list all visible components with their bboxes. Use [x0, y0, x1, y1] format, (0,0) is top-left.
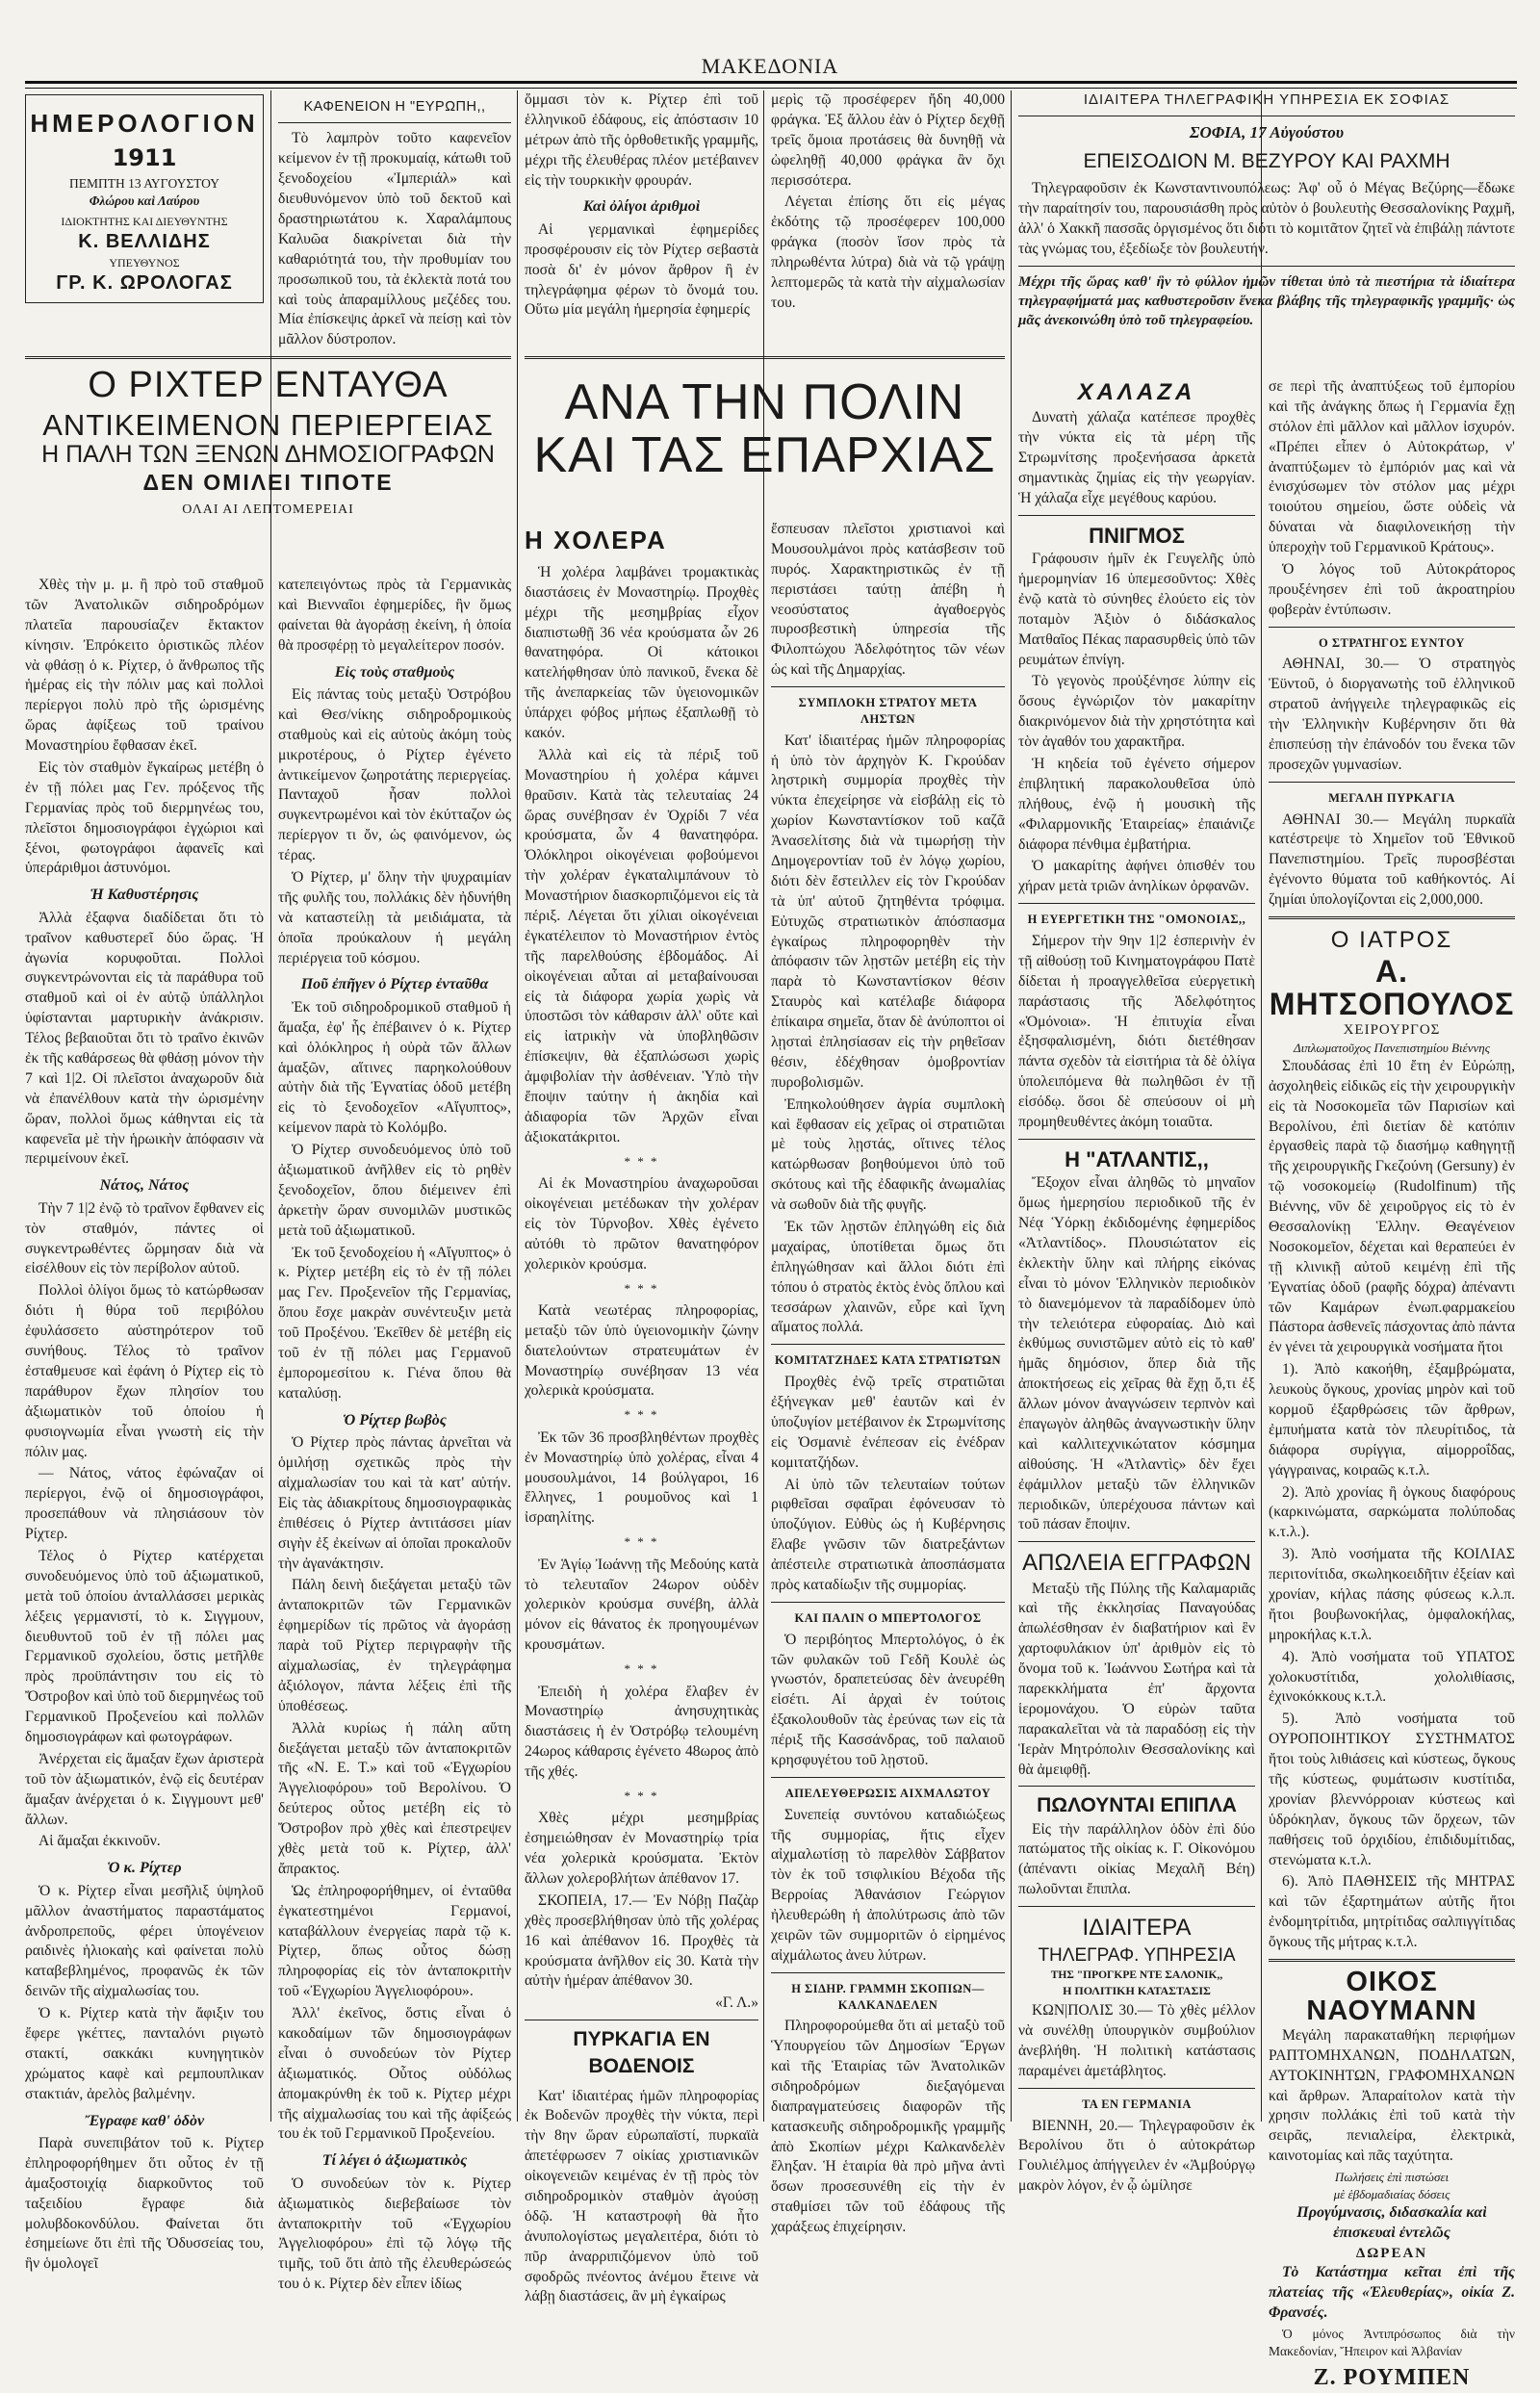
- divider: [1018, 515, 1255, 516]
- divider: [1269, 627, 1515, 628]
- paragraph: Ὁ Ρίχτερ, μ' ὅλην τὴν ψυχραιμίαν τῆς φυλῆς του, πολλάκις δὲν ἠδυνήθη νὰ καταστείλῃ τὰ μειδιάματα, τὰ ὁποῖα προύκαλουν ἡ μεγάλη περιέργεια τοῦ κόσμου.: [278, 869, 511, 966]
- paragraph: Ἐκ τῶν λῃστῶν ἐπληγώθη εἰς διὰ μαχαίρας, ὑποτίθεται ὅμως ὅτι ἐπληγώθησαν καὶ ἄλλοι διότι ἐπὶ τόπου ὁ στρατὸς ἐκτὸς ἑνὸς ὅπλου καὶ τεσσάρων χλαινῶν, εὗρε καὶ ἴχνη αἵματος πολλά.: [771, 1219, 1005, 1336]
- column-rule: [517, 90, 518, 2122]
- paragraph: Ἀλλὰ καὶ εἰς τὰ πέριξ τοῦ Μοναστηρίου ἡ χολέρα κάμνει θραῦσιν. Κατὰ τὰς τελευταίας 24 ὥρας συνέβησαν ἐν Ὀχρίδι 7 νέα κρούσματα, ὧν 4 θανατηφόρα. Ὁλόκληροι οἰκογένειαι φοβούμενοι τὴν χολέραν ἐγκαταλιμπάνουν τὸ Μοναστήριον διασκορπιζόμενοι εἰς τὰ πέριξ. Λέγεται ὅτι χίλιαι οἰκογένειαι ἐγκατέλειπον τὸ Μοναστήριον ἐντὸς τῆς παρελθούσης ἑβδομάδος. Αἱ οἰκογένειαι αὗται αἱ μεταβαίνουσαι εἰς τὰ διάφορα χωρία χωρὶς νὰ ὑποστῶσι τὸν κάθαρσιν ἀλλ' οὔτε καὶ εἰς ἰατρικὴν νὰ ὑποβληθῶσιν ἐπίσκεψιν, θὰ ἐξαπλώσωσι χωρὶς ἀμφιβολίαν τὴν ἀσθένειαν. Ὑπὸ τὴν ἔποψιν ταύτην ἡ ἀκηδία καὶ ἀδιαφορία τῶν Ἀρχῶν εἶναι ἀξιοκατάκριτοι.: [525, 746, 758, 1145]
- paragraph: ΒΙΕΝΝΗ, 20.— Τηλεγραφοῦσιν ἐκ Βερολίνου ὅτι ὁ αὐτοκράτωρ Γουλιέλμος ἀπήγγειλεν ἐν «Ἀμβούργῳ μακρὸν λόγον, ἐν ᾧ ὡμίλησε: [1018, 2117, 1255, 2195]
- paragraph: Κατὰ νεωτέρας πληροφορίας, μεταξὺ τῶν ὑπὸ ὑγειονομικὴν ζώνην διατελούντων στρατευμάτων ἐν Μοναστηρίῳ συνέβησαν 13 νέα χολερικὰ κρούσματα.: [525, 1301, 758, 1400]
- divider: [1018, 1786, 1255, 1787]
- divider: [1018, 1139, 1255, 1140]
- paragraph: κατεπειγόντως πρὸς τὰ Γερμανικὰς καὶ Βιενναῖοι ἐφημερίδες, ἣν ὅμως φαίνεται θὰ ἀγοράσῃ ἐκείνη, ἡ ὁποία θὰ προσφέρῃ τὸ μεγαλείτερον ποσόν.: [278, 577, 511, 654]
- richter-h3: Η ΠΑΛΗ ΤΩΝ ΞΕΝΩΝ ΔΗΜΟΣΙΟΓΡΑΦΩΝ: [41, 440, 495, 468]
- paragraph: Γράφουσιν ἡμῖν ἐκ Γευγελῆς ὑπὸ ἡμερομηνίαν 16 ὑπεμεσοῦντος: Χθὲς ἐνῷ κατὰ τὸ σύνηθες ἐλούετο εἰς τὸν ποταμὸν Ἀξιὸν ὁ διδάσκαλος Ματθαῖος Πέκας παρασυρθεὶς ὑπὸ τῶν ρευμάτων ἐπνίγη.: [1018, 551, 1255, 668]
- paragraph: Ὁ Ρίχτερ συνοδευόμενος ὑπὸ τοῦ ἀξιωματικοῦ ἀνῆλθεν εἰς τὸ ρηθὲν ξενοδοχεῖον, ὅπου διέμεινεν ἐπὶ ἀρκετὴν ὥραν συνομιλῶν μυστικῶς μετὰ τοῦ ἀξιωματικοῦ.: [278, 1142, 511, 1239]
- subhead: ΚΑΙ ΠΑΛΙΝ Ο ΜΠΕΡΤΟΛΟΓΟΣ: [794, 1610, 982, 1625]
- col5-body: [1018, 377, 1255, 2195]
- paragraph: Δυνατὴ χάλαζα κατέπεσε προχθὲς τὴν νύκτα εἰς τὰ μέρη τῆς Στρωμνίτσης προξενήσασα ἀρκετὰ σημαντικὰς ζημίας εἰς τὴν γεωργίαν. Ἡ χάλαζα εἶχε μεγέθους καρύου.: [1018, 409, 1255, 506]
- divider: [1018, 1541, 1255, 1542]
- paragraph: Προχθὲς ἐνῷ τρεῖς στρατιῶται ἐξήνεγκαν μεθ' ἑαυτῶν καὶ ἐν ὑποζυγίον μετέβαινον ἐκ Στρωμνίτσης εἰς Ὀσμανιὲ ἐνέπεσαν εἰς ἐνέδραν κομιτατζήδων.: [771, 1374, 1005, 1471]
- big-fire-title: ΜΕΓΑΛΗ ΠΥΡΚΑΓΙΑ: [1328, 790, 1455, 805]
- drown-title: ΠΝΙΓΜΟΣ: [1089, 523, 1185, 548]
- masthead: ΜΑΚΕΔΟΝΙΑ: [701, 54, 839, 78]
- doctor-diploma: Διπλωματοῦχος Πανεπιστημίου Βιέννης: [1293, 1041, 1491, 1056]
- shop-agent: Ὁ μόνος Ἀντιπρόσωπος διὰ τὴν Μακεδονίαν, Ἤπειρον καὶ Ἀλβανίαν: [1269, 2326, 1515, 2358]
- separator-stars: * * *: [624, 1153, 659, 1169]
- paragraph: Παρὰ συνεπιβάτον τοῦ κ. Ρίχτερ ἐπληροφορήθημεν ὅτι οὗτος ἐν τῇ ἀμαξοστοιχίᾳ διαρκοῦντος τοῦ ταξειδίου ἔγραφε διὰ μολυβδοκονδύλου. Φαίνεται ὅτι ἐσημείωνε ὅτι ἐπὶ τῆς Ὀδυσσείας του, ἣν ὁμολογεῖ: [25, 2134, 264, 2273]
- paragraph: Μεγάλη παρακαταθήκη περιφήμων ΡΑΠΤΟΜΗΧΑΝΩΝ, ΠΟΔΗΛΑΤΩΝ, ΑΥΤΟΚΙΝΗΤΩΝ, ΓΡΑΦΟΜΗΧΑΝΩΝ καὶ ἄρθρων. Ἀπαραίτολον κατὰ τὴν χρησιν πολλάκις ἐπὶ τοῦ κατὰ τὴν σειρᾶς, πενιαλείρα, ἐλεκτρικὰ, καινοτομίας καὶ πᾶς ταχύτητα.: [1269, 2026, 1515, 2165]
- paragraph: Κατ' ἰδιαιτέρας ἡμῶν πληροφορίας ἐκ Βοδενῶν προχθὲς τὴν νύκτα, περὶ τὴν 8ην ὥραν εὐρωπαϊστί, πυρκαϊὰ ἀπετέφρωσεν 7 οἰκίας χριστιανικῶν οἰκογενειῶν κειμένας ἐν τῇ πρὸς τὸν σιδηροδρομικὸν σταθμὸν ἀγούσῃ ὁδῷ. Ἡ καταστροφὴ θὰ ἦτο ἀνυπολογίστως μεγαλειτέρα, διότι τὸ πῦρ ἀναρριπιζόμενον ὑπὸ τοῦ σφοδρῶς πνέοντος ἀνέμου ἔτεινε νὰ λάβῃ διαστάσεις, ἂν μὴ ἐγκαίρως: [525, 2087, 758, 2305]
- richter-h1: Ο ΡΙΧΤΕΡ ΕΝΤΑΥΘΑ: [88, 365, 449, 405]
- paragraph: Ἐκ τοῦ ξενοδοχείου ἡ «Αἴγυπτος» ὁ κ. Ρίχτερ μετέβη εἰς τὸ ἐν τῇ πόλει μας Γεν. Προξενεῖον τῆς Γερμανίας, ὅπου ἔσχε μακρὰν συνέντευξιν μετὰ τοῦ Προξένου. Ἐκεῖθεν δὲ μετέβη εἰς τοῦ ἐν τῇ πόλει μας Γερμανοῦ ἐμπορομεσίτου κ. Γιένα ὅπου θὰ καταλύσῃ.: [278, 1244, 511, 1402]
- paragraph: Σπουδάσας ἐπὶ 10 ἔτη ἐν Εὐρώπῃ, ἀσχοληθεὶς εἰδικῶς εἰς τὴν χειρουργικὴν εἰς τὰ Νοσοκομεῖα τῶν Παρισίων καὶ Βερολίνου, ἐπὶ διετίαν δὲ κατόπιν ἐργασθεὶς παρὰ τῷ διασήμῳ καθηγητῇ τῆς χειρουργικῆς Γκεζούνη (Gersuny) ἐν τῷ νοσοκομείῳ (Rudolfinum) τῆς Βιέννης, νῦν δὲ χειροῦργος εἰς τὸ ἐν Θεσσαλονίκῃ Ἑλλην. Θεαγένειον Νοσοκομεῖον, δέχεται καὶ θεραπεύει ἐν τῇ κλινικῇ αὐτοῦ κειμένῃ ἐπὶ τῆς Ἐγνατίας ὁδοῦ (ραφῆς δόχρα) ἀπέναντι τῶν Καμάρων ἐνωπ.φαρμακείου Πάστορα ἀσθενεῖς πάσχοντας ἀπὸ πάντα ἐν γένει τὰ χειρουργικὰ νοσήματα ἤτοι: [1269, 1057, 1515, 1356]
- paragraph: Αἱ ἅμαξαι ἐκκινοῦν.: [38, 1833, 161, 1850]
- paragraph: Ὁ μακαρίτης ἀφήνει ὀπισθέν του χήραν μετὰ τριῶν ἀνηλίκων ὀρφανῶν.: [1018, 858, 1255, 895]
- subhead: Νάτος, Νάτος: [99, 1177, 190, 1195]
- doctor-service-item: 4). Ἀπὸ νοσήματα τοῦ ΥΠΑΤΟΣ χολοκυστίτιδα, χολολιθίασις, ἐχινοκόκκους κ.τ.λ.: [1269, 1648, 1515, 1706]
- cafe-ad: [278, 90, 511, 350]
- col4-top: [771, 90, 1005, 350]
- paragraph: Ἡ χολέρα λαμβάνει τρομακτικὰς διαστάσεις ἐν Μοναστηρίῳ. Προχθὲς μέχρι τῆς μεσημβρίας εἶχον διαπιστωθῇ 36 νέα κρούσματα ὧν 26 θανατηφόρα. Οἱ κάτοικοι κατελήφθησαν ὑπὸ πανικοῦ, ἕνεκα δὲ τῆς ἀνεπαρκείας τῶν ὑγειονομικῶν ὑπάρχει φόβος μήπως ἐξαπλωθῇ τὸ κακόν.: [525, 563, 758, 741]
- divider: [1018, 1906, 1255, 1907]
- telegraph-header: ΙΔΙΑΙΤΕΡΑ ΤΗΛΕΓΡΑΦΙΚΗ ΥΠΗΡΕΣΙΑ ΕΚ ΣΟΦΙΑΣ: [1083, 91, 1450, 108]
- richter-h4: ΔΕΝ ΟΜΙΛΕΙ ΤΙΠΟΤΕ: [142, 470, 394, 496]
- sale-title: ΠΩΛΟΥΝΤΑΙ ΕΠΙΠΛΑ: [1037, 1794, 1237, 1817]
- paragraph: Ὁ λόγος τοῦ Αὐτοκράτορος προυξένησεν ἐπὶ τοῦ ἀκροατηρίου φοβερὰν ἐντύπωσιν.: [1269, 561, 1515, 618]
- col4-body: [771, 520, 1005, 2236]
- paragraph: Εἰς τὸν σταθμὸν ἔγκαίρως μετέβη ὁ ἐν τῇ πόλει μας Γεν. πρόξενος τῆς Γερμανίας πρὸς τοῦ διερμηνέως του, πλεῖστοι δημοσιογράφοι ἐγχώριοι καὶ ξένοι, φωτογράφοι ἀφανεῖς καὶ ὑπεράριθμοι ἀστυνόμοι.: [25, 759, 264, 877]
- col4-top-text1: μερὶς τῷ προσέφερεν ἤδη 40,000 φράγκα. Ἐξ ἄλλου ἐὰν ὁ Ρίχτερ δεχθῇ τρεῖς ὅμοια προτάσεις θὰ δυνηθῇ νὰ ὠφεληθῇ 40,000 φράγκα ἂν ὄχι περισσότερα.: [771, 91, 1005, 189]
- paragraph: σε περὶ τῆς ἀναπτύξεως τοῦ ἐμπορίου καὶ τῆς ἀνάγκης ὅπως ἡ Γερμανία ἔχῃ στόλον ἐπὶ μᾶλλον καὶ μᾶλλον ἰσχυρόν. «Πρέπει εἶπεν ὁ Αὐτοκράτωρ, ν' ἀναπτύξωμεν τὸ ἐμπόριόν μας καὶ νὰ ἐνισχύσωμεν τὸν στόλον μας μέχρι τοιούτου σημείου, ὥστε οὐδεὶς νὰ δύναται νὰ διαφιλονεικήσῃ τὴν ὑπεροχὴν τοῦ Γερμανικοῦ Κράτους».: [1269, 378, 1515, 556]
- subhead: Ἡ Καθυστέρησις: [90, 887, 199, 904]
- divider: [771, 1344, 1005, 1345]
- divider: [771, 1777, 1005, 1778]
- paragraph: Ἔξοχον εἶναι ἀληθῶς τὸ μηναῖον ὅμως ἡμερησίου περιοδικοῦ τῆς ἐν Νέᾳ Ὑόρκῃ ἐκδιδομένης ἐφημερίδος «Ἀτλαντίδος». Πλουσιώτατον εἰς ἐκλεκτὴν ὕλην καὶ πλήρης εἰκόνας εἶναι τὸ μόνον Ἑλληνικὸν περιοδικὸν τὸ διανεμόμενον τὰ παραδίδομεν ὑπὸ τὴν τελειότερα εὐφοραίας. Διὸ καὶ ἐκθύμως συνιστῶμεν αὐτὸ εἰς τὸ καθ' ἡμᾶς δημόσιον, ὅπερ διὰ τῆς ἀποκτήσεως εἰς χεῖρας θὰ ἔχῃ ὅ,τι ἐξ ἄλλων μόνον ἀναγνώσειν τερπνὸν καὶ ἐπαγωγὸν ἀληθῶς ἀναγνωστικὴν ὕλην καὶ καλλιτεχνικώτατον κόσμημα αἰθούσης. Ἡ «Ἀτλαντὶς» δὲν ἔχει ἐφάμιλλον μεταξὺ τῶν ἑλληνικῶν περιοδικῶν, ὑπερέχουσα πάντων καὶ τοῦ πάσαν ἔποψιν.: [1018, 1174, 1255, 1533]
- responsible-label: ΥΠΕΥΘΥΝΟΣ: [109, 256, 180, 270]
- divider: [771, 1602, 1005, 1603]
- paragraph: ΑΘΗΝΑΙ, 30.— Ὁ στρατηγὸς Ἐϋντοῦ, ὁ διοργανωτὴς τοῦ ἑλληνικοῦ στρατοῦ ἀνήγγειλε τηλεγραφικῶς εἰς τὴν Ἑλληνικὴν Κυβέρνησιν ὅτι θὰ ἐπισπεύσῃ τὴν ἐπάνοδόν του ἕνεκα τῶν προσεχῶν γυμνασίων.: [1269, 656, 1515, 773]
- subhead: Η ΣΙΔΗΡ. ΓΡΑΜΜΗ ΣΚΟΠΙΩΝ—ΚΑΛΚΑΝΔΕΛΕΝ: [791, 1981, 985, 2012]
- responsible-name: ΓΡ. Κ. ΩΡΟΛΟΓΑΣ: [56, 272, 233, 295]
- col4-top-text2: Λέγεται ἐπίσης ὅτι εἰς μέγας ἐκδότης τῷ προσέφερεν 100,000 φράγκα (ποσὸν ἴσον πρὸς τὰ πληρωθέντα λύτρα) διὰ νὰ τῷ γράψῃ λεπτομερῶς τὰ κατὰ τὴν αἰχμαλωσίαν του.: [771, 193, 1005, 311]
- doctor-label: Ο ΙΑΤΡΟΣ: [1330, 926, 1453, 953]
- col3-numbers-text: Αἱ γερμανικαὶ ἐφημερίδες προσφέρουσιν εἰς τὸν Ρίχτερ σεβαστὰ ποσὰ δι' ἐν μόνον ἄρθρον ἢ ἐν τηλεγράφημα φέρων τὸ ὄνομά του. Οὕτω μία μεγάλη ἡμερησία ἐφημερίς: [525, 220, 758, 319]
- divider: [1018, 266, 1515, 267]
- paragraph: Ὡς ἐπληροφορήθημεν, οἱ ἐνταῦθα ἐγκατεστημένοι Γερμανοί, καταβάλλουν ἐνεργείας παρὰ τῷ κ. Ρίχτερ, ὅπως οὗτος δώσῃ πληροφορίας εἰς τὸν ἀνταποκριτὴν τοῦ «Ἐγχωρίου Ἀγγελιοφόρου».: [278, 1882, 511, 2000]
- sofia-date: ΣΟΦΙΑ, 17 Αὐγούστου: [1189, 123, 1345, 142]
- germany-title: ΤΑ ΕΝ ΓΕΡΜΑΝΙΑ: [1082, 2097, 1192, 2111]
- col3-body: [525, 520, 758, 2305]
- paragraph: Σήμερον τὴν 9ην 1|2 ἑσπερινὴν ἐν τῇ αἰθούσῃ τοῦ Κινηματογράφου Πατὲ δίδεται ἡ προαγγελθεῖσα εὐεργετικὴ παράστασις τῆς Ἀδελφότητος «Ὁμόνοια». Ἡ ἐπιτυχία εἶναι ἐξησφαλισμένη, διότι διετέθησαν πάντα σχεδὸν τὰ εἰσιτήρια τὰ δὲ ὀλίγα ὑπολειπόμενα θὰ πωληθῶσι ἐν τῇ εἰσόδῳ. ὅσοι δὲ σπεύσουν οἱ μὴ προμηθευθέντες ἀκόμη τοιαῦτα.: [1018, 932, 1255, 1130]
- subhead: ΣΥΜΠΛΟΚΗ ΣΤΡΑΤΟΥ ΜΕΤΑ ΛΗΣΤΩΝ: [798, 696, 978, 726]
- doctor-name: Α. ΜΗΤΣΟΠΟΥΛΟΣ: [1269, 954, 1515, 1021]
- calendar-title: ΗΜΕΡΟΛΟΓΙΟΝ: [30, 109, 259, 138]
- paragraph: Κατ' ἰδιαιτέρας ἡμῶν πληροφορίας ἡ ὑπὸ τὸν ἀρχηγὸν Κ. Γκρούδαν ληστρικὴ συμμορία προχθὲς τὴν νύκτα ἐπεχείρησε νὰ εἰσβάλῃ εἰς τὸ χωρίον Κωνσταντίσκον τοῦ καζᾶ Ἀνασελίτσης διὰ νὰ τιμωρήσῃ τὴν Δημογεροντίαν τοῦ ἐν λόγῳ χωρίου, διότι δὲν ἔστειλλεν εἰς τὸν Γκρούδαν τὰ ὑπ' αὐτοῦ ζητηθέντα τρόφιμα. Εὐτυχῶς στρατιωτικὸν ἀπόσπασμα ἐγκαίρως πληροφορηθὲν τὴν ἀπόφασιν τῶν λῃστῶν μετέβη εἰς τὴν παρὰ τὸ Κωνσταντίσκον θέσιν Σταυρὸς καὶ κατέλαβε διάφορα ἐπίκαιρα σημεῖα, ὅταν δὲ ἀνύποπτοι οἱ λῃσταὶ ἐπλησίασαν εἰς τὴν ρηθεῖσαν θέσιν, ἐδέχθησαν ὁμοβροντίαν πυροβολισμῶν.: [771, 732, 1005, 1091]
- separator-stars: * * *: [624, 1407, 659, 1423]
- paragraph: Εἰς πάντας τοὺς μεταξὺ Ὀστρόβου καὶ Θεσ/νίκης σιδηροδρομικοὺς σταθμοὺς καὶ εἰς αὐτοὺς ἀκόμη τοὺς μικροτέρους, ὁ Ρίχτερ ἐγένετο ἀντικείμενον ζωηροτάτης περιεργείας. Πανταχοῦ ἦσαν πολλοὶ συγκεντρωμένοι καὶ τὸν ἐκύτταζον ὡς περίεργον τι ὄν, ὡς φαινόμενον, ὡς τέρας.: [278, 686, 511, 864]
- shop-free: ΔΩΡΕΑΝ: [1355, 2245, 1428, 2261]
- subhead: Τί λέγει ὁ ἀξιωματικὸς: [321, 2152, 468, 2170]
- sofia-headline: ΕΠΕΙΣΟΔΙΟΝ Μ. ΒΕΖΥΡΟΥ ΚΑΙ ΡΑΧΜΗ: [1083, 149, 1450, 172]
- shop-credit2: μὲ ἑβδομαδιαίας δόσεις: [1333, 2186, 1450, 2201]
- paragraph: ΣΚΟΠΕΙΑ, 17.— Ἐν Νόβῃ Παζὰρ χθὲς προσεβλήθησαν ὑπὸ τῆς χολέρας 16 καὶ ἀπέθανον 16. Προχθὲς τὰ κρούσματα ἀνῆλθον εἰς 30. Κατὰ τὴν αὐτὴν ἡμέραν ἀπέθανον 30.: [525, 1891, 758, 1990]
- paragraph: Πολλοὶ ὀλίγοι ὅμως τὸ κατώρθωσαν διότι ἡ θύρα τοῦ περιβόλου ἐφυλάσσετο αὐστηρότερον τοῦ συνήθους. Τέλος τὸ τραῖνον ἐσταθμευσε καὶ ἐφάνη ὁ Ρίχτερ εἰς τὸ παράθυρον ἔχων πλησίον του ἀξιωματικὸν τοῦ ὁποίου ἡ φυσιογνωμία εἶναι γνωστὴ εἰς τὴν πόλιν μας.: [25, 1282, 264, 1460]
- separator-stars: * * *: [624, 1788, 659, 1803]
- subhead: Ὁ Ρίχτερ βωβὸς: [343, 1411, 447, 1428]
- shop-agent-name: Ζ. ΡΟΥΜΠΕΝ: [1313, 2364, 1471, 2390]
- paragraph: Συνεπείᾳ συντόνου καταδιώξεως τῆς συμμορίας, ἥτις εἶχεν αἰχμαλωτίσῃ τὸ παρελθὸν Σάββατον τὸν ἐκ τοῦ τσιφλικίου Βέχοδα τῆς Βερροίας Ἀθανάσιον Γεώργιον ἠλευθερώθη ἡ ἀπολύτρωσις ἀπὸ τῶν χειρῶν τῶν συμμοριτῶν ὁ εἰρημένος αἰχμάλωτος ἀνευ λύτρων.: [771, 1806, 1005, 1964]
- fire-title: ΠΥΡΚΑΓΙΑ ΕΝ ΒΟΔΕΝΟΙΣ: [573, 2028, 710, 2078]
- paragraph: Ἀλλὰ κυρίως ἡ πάλη αὕτη διεξάγεται μεταξὺ τῶν ἀνταποκριτῶν τῆς «Ν. Ε. Τ.» καὶ τοῦ «Ἐγχωρίου Ἀγγελιοφόρου» τοῦ Βερολίνου. Ὁ δεύτερος οὗτος μετέβη εἰς τὸ Ὄστροβον πρὸ χθὲς καὶ ἐπεστρεψεν χθὲς μετὰ τοῦ κ. Ρίχτερ, ἀλλ' ἄπρακτος.: [278, 1719, 511, 1877]
- separator-stars: * * *: [624, 1280, 659, 1296]
- paragraph: Ἐπειδὴ ἡ χολέρα ἔλαβεν ἐν Μοναστηρίῳ ἀνησυχητικὰς διαστάσεις ἡ ἐν Ὀστρόβῳ τελουμένη 24ωρος κάθαρσις ἐγένετο 48ωρος ἀπὸ τῆς χθές.: [525, 1683, 758, 1781]
- subhead: Εἰς τοὺς σταθμοὺς: [334, 663, 455, 681]
- cafe-title: ΚΑΦΕΝΕΙΟΝ Η "ΕΥΡΩΠΗ,,: [303, 99, 486, 115]
- shop-name: ΟΙΚΟΣ ΝΑΟΥΜΑΝΝ: [1306, 1967, 1477, 2027]
- loss-title: ΑΠΩΛΕΙΑ ΕΓΓΡΑΦΩΝ: [1022, 1550, 1251, 1577]
- owner-label: ΙΔΙΟΚΤΗΤΗΣ ΚΑΙ ΔΙΕΥΘΥΝΤΗΣ: [61, 215, 228, 229]
- divider: [1269, 1959, 1515, 1962]
- divider: [1018, 2088, 1255, 2089]
- doctor-service-item: 2). Ἀπὸ χρονίας ἢ ὀγκους διαφόρους (καρκινώματα, σαρκώματα πολύποδας κ.τ.λ.).: [1269, 1483, 1515, 1541]
- separator-stars: * * *: [624, 1661, 659, 1677]
- paragraph: Ὁ συνοδεύων τὸν κ. Ρίχτερ ἀξιωματικὸς διεβεβαίωσε τὸν ἀνταποκριτὴν τοῦ «Ἐγχωρίου Ἀγγελιοφόρου» ἐπὶ τῷ λόγῳ τῆς τιμῆς, τοῦ ὅτι ἀπὸ τῆς ἐλευθερώσεώς του ὁ κ. Ρίχτερ δὲν εἶπεν ἰδίως: [278, 2174, 511, 2293]
- signature: «Γ. Λ.»: [715, 1994, 758, 2012]
- divider: [771, 686, 1005, 687]
- sofia-telegraph: [1018, 90, 1515, 360]
- doctor-service-item: 3). Ἀπὸ νοσήματα τῆς ΚΟΙΛΙΑΣ περιτονίτιδα, σκωληκοειδῆτιν ἐξείαν καὶ χρονίαν, κήλας πάσης φύσεως κ.λ.π. ἤτοι βουβωνοκήλας, ὀμφαλοκήλας, μηροκήλας κ.τ.λ.: [1269, 1546, 1515, 1643]
- calendar-saints: Φλώρου καὶ Λαύρου: [89, 193, 200, 209]
- paragraph: — Νάτος, νάτος ἐφώναζαν οἱ περίεργοι, ἐνῷ οἱ δημοσιογράφοι, προσεπάθουν νὰ πλησιάσουν τὸν Ρίχτερ.: [25, 1465, 264, 1543]
- subhead-numbers: Καὶ ὀλίγοι ἀριθμοὶ: [582, 198, 701, 216]
- subhead: ΑΠΕΛΕΥΘΕΡΩΣΙΣ ΑΙΧΜΑΛΩΤΟΥ: [784, 1786, 991, 1800]
- paragraph: Ἐκ τοῦ σιδηροδρομικοῦ σταθμοῦ ἡ ἅμαξα, ἐφ' ἧς ἐπέβαινεν ὁ κ. Ρίχτερ καὶ ὁλόκληρος ἡ οὐρὰ τῶν ἄλλων ἁμαξῶν, αἵτινες παρηκολούθουν αὐτὴν διὰ τῆς Ἐγνατίας ὁδοῦ μετέβη εἰς τὸ ξενοδοχεῖον «Αἴγυπτος», κείμενον παρὰ τὸ Κολόμβο.: [278, 998, 511, 1137]
- paragraph: Ἡ κηδεία τοῦ ἐγένετο σήμερον ἐπιβλητική παρακολουθεῖσα ὑπὸ πλήθους, ἐνῷ ἡ μουσικὴ τῆς «Φιλαρμονικῆς Ἑταιρείας» ἐπαιάνιζε διάφορα πένθιμα ἐμβατήρια.: [1018, 755, 1255, 853]
- divider: [25, 356, 511, 359]
- doctor-service-item: 1). Ἀπὸ κακοήθη, ἐξαμβρώματα, λευκοὺς ὄγκους, χρονίας μηρὸν καὶ τοῦ κορμοῦ ἐξαρθρώσεις τῶν ἄρθρων, ἐμπυήματα κατὰ τὸν πλευρίτιδος, τὰ διάφορα συρίγγια, αἱμορροΐδας, γάγγραινας, κοιραῶς κ.τ.λ.: [1269, 1361, 1515, 1479]
- telegraph2-b: ΤΗΛΕΓΡΑΦ. ΥΠΗΡΕΣΙΑ: [1038, 1945, 1236, 1967]
- column-rule: [1261, 90, 1262, 2122]
- richter-headline: [25, 350, 511, 581]
- divider: [1018, 903, 1255, 904]
- telegraph2-a: ΙΔΙΑΙΤΕΡΑ: [1082, 1915, 1192, 1942]
- paragraph: Χθὲς μέχρι μεσημβρίας ἐσημειώθησαν ἐν Μοναστηρίῳ τρία νέα χολερικὰ κρούσματα. Ἐκτὸν ἄλλων χολεροβλήτων ἀπέθανον 17.: [525, 1810, 758, 1888]
- paragraph: Χθὲς τὴν μ. μ. ἢ πρὸ τοῦ σταθμοῦ τῶν Ἀνατολικῶν σιδηροδρόμων πλατεῖα παρουσίαζεν ἔκτακτον κίνησιν. Ἐπρόκειτο ὁριστικῶς πλέον νὰ φθάσῃ ὁ κ. Ρίχτερ, ὁ ἄνθρωπος τῆς ἡμέρας εἰς τὴν πόλιν μας καὶ πολλοὶ περίεργοι πολὺ πρὸ τῆς ὡρισμένης ὥρας ἀφίξεως τοῦ τραίνου Μοναστηρίου ἔφθασαν ἐκεῖ.: [25, 577, 264, 755]
- telegraph2-d: Η ΠΟΛΙΤΙΚΗ ΚΑΤΑΣΤΑΣΙΣ: [1063, 1984, 1211, 1998]
- cafe-text: Τὸ λαμπρὸν τοῦτο καφενεῖον κείμενον ἐν τῇ προκυμαίᾳ, κάτωθι τοῦ ξενοδοχείου «Ἰμπεριάλ» καὶ διευθυνόμενον ὑπὸ τοῦ δεκτοῦ καὶ δραστηριωτάτου κ. Χαραλάμπους Καλυῶα διακρίνεται διὰ τὴν καθαριότητά του, τὴν προθυμίαν του προσωπικοῦ του, τὰ ἐκλεκτὰ ποτά του καὶ τοὺς ἀπαραμίλλους μεζέδες του. Μία ἐπίσκεψις ἀρκεῖ νὰ πείσῃ καὶ τὸν μᾶλλον δύστροπον.: [278, 130, 511, 348]
- doctor-title: ΧΕΙΡΟΥΡΓΟΣ: [1343, 1022, 1441, 1039]
- paragraph: Εἰς τὴν παράλληλον ὁδὸν ἐπὶ δύο πατώματος τῆς οἰκίας κ. Γ. Οἰκονόμου (ἀπέναντι οἰκίας Μεχαλῆ Βέη) πωλοῦνται ἔπιπλα.: [1018, 1820, 1255, 1898]
- calendar-date: ΠΕΜΠΤΗ 13 ΑΥΓΟΥΣΤΟΥ: [68, 175, 219, 191]
- paragraph: Ἐν Ἁγίῳ Ἰωάννῃ τῆς Μεδούης κατὰ τὸ τελευταῖον 24ωρον οὐδὲν χολερικὸν κρούσμα συνέβη, ἀλλὰ μόνον εἰς θάνατος ἐκ προηγουμένων κρουσμάτων.: [525, 1556, 758, 1654]
- col3-top: [525, 90, 758, 350]
- paragraph: Ὁ κ. Ρίχτερ εἶναι μεσῆλιξ ὑψηλοῦ μᾶλλον ἀναστήματος παραστάματος ἀνδροπρεποῦς, φέρει ὑπογένειον ραιδινὲς ἡλιοκαὴς καὶ φαίνεται πολὺ καταβεβλημένος, προφανῶς ἐκ τῶν δεινῶν τῆς αἰχμαλωσίας του.: [25, 1882, 264, 2000]
- city-title: ΑΝΑ ΤΗΝ ΠΟΛΙΝ ΚΑΙ ΤΑΣ ΕΠΑΡΧΙΑΣ: [533, 374, 996, 483]
- col3-top-text: ὅμμασι τὸν κ. Ρίχτερ ἐπὶ τοῦ ἑλληνικοῦ ἐδάφους, εἰς ἀπόστασιν 10 μέτρων ἀπὸ τῆς ὀρθοθετικῆς γραμμῆς, μέχρι τῆς ἐλευθέρας πλέον μετέβαινεν εἰς τὴν τουρκικὴν φρουράν.: [525, 91, 758, 189]
- divider: [1269, 782, 1515, 783]
- paragraph: Ὁ κ. Ρίχτερ κατὰ τὴν ἄφιξιν του ἔφερε γκέττες, πανταλόνι ριγωτὸ στακτί, σακκάκι κυνηγητικὸν χρώματος καφὲ καὶ ρεμπουπλικαν στακτιάν, ἀρελὸς βαλμένην.: [25, 2005, 264, 2102]
- doctor-services-list: [1269, 1360, 1515, 1953]
- richter-h2: ΑΝΤΙΚΕΙΜΕΝΟΝ ΠΕΡΙΕΡΓΕΙΑΣ: [42, 407, 494, 442]
- general-title: Ο ΣΤΡΑΤΗΓΟΣ ΕΥΝΤΟΥ: [1319, 635, 1465, 650]
- paragraph: Τὸ γεγονὸς προὐξένησε λύπην εἰς ὅσους ἐγνώριζον τὸν μακαρίτην διακρινόμενον διὰ τὴν χρηστότητα καὶ τὸν ἀγαθόν του χαρακτῆρα.: [1018, 673, 1255, 751]
- benefit-title: Η ΕΥΕΡΓΕΤΙΚΗ ΤΗΣ "ΟΜΟΝΟΙΑΣ,,: [1027, 913, 1246, 927]
- paragraph: ΚΩΝ|ΠΟΛΙΣ 30.— Τὸ χθὲς μέλλον νὰ συνέλθῃ ὑπουργικὸν συμβούλιον ἀνεβλήθη. Ἡ πολιτικὴ κατάστασις παραμένει ἀμετάβλητος.: [1018, 2002, 1255, 2079]
- divider: [278, 122, 511, 123]
- doctor-service-item: 5). Ἀπὸ νοσήματα τοῦ ΟΥΡΟΠΟΙΗΤΙΚΟΥ ΣΥΣΤΗΜΑΤΟΣ ἤτοι τοὺς λιθιάσεις καὶ κύστεως, ὄγκους τῆς κύστεως, φυμάτωσιν κυστίτιδα, χρονίαν βλεννόρροιαν κύστεως καὶ ὑδρόκηλαν, ὄγκους τῶν ὄρχεων, τῶν παθήσεις τοῦ ὀρχιδίου, ἐπιδιδυμίτιδας, στενώματα κ.τ.λ.: [1269, 1711, 1515, 1868]
- paragraph: Τηλεγραφοῦσιν ἐκ Κωνσταντινουπόλεως: Ἀφ' οὗ ὁ Μέγας Βεζύρης—ἔδωκε τὴν παραίτησίν του, παρουσιάσθη πρὸς αὐτὸν ὁ βουλευτὴς Θεσσαλονίκης Ραχμῆ, ἀλλ' ὁ Χακκῆ πασσᾶς ὀργισμένος ὅτι διότι τὸ κομιτᾶτον ζητεῖ νὰ ἐπιβάλῃ πάντοτε τὰς γνώμας του, ἐξεδίωξε τὸν βουλευτήν.: [1018, 179, 1515, 257]
- paragraph: Πάλη δεινὴ διεξάγεται μεταξὺ τῶν ἀνταποκριτῶν τῶν Γερμανικῶν ἐφημερίδων τίς πρῶτος νὰ ἀγοράσῃ παρὰ τοῦ Ρίχτερ περιγραφὴν τῆς αἰχμαλωσίας, ἐν τηλεγράφημα ἀξιόλογον, πάντα λέξεις ἐπὶ τῆς ὑποθέσεως.: [278, 1577, 511, 1714]
- city-headline: [525, 350, 1005, 514]
- paragraph: Ἀλλ' ἐκεῖνος, ὅστις εἶναι ὁ κακοδαίμων τῶν δημοσιογράφων εἶναι ὁ συνοδεύων τὸν Ρίχτερ ἀξιωματικός. Οὗτος οὐδόλως ἀπομακρύνθη ἐκ τοῦ κ. Ρίχτερ μέχρι τῆς αἰχμαλωσίας του καὶ τῆς ἀφίξεώς του ἐκ τοῦ Γερμανικοῦ Προξενείου.: [278, 2005, 511, 2143]
- divider: [1269, 916, 1515, 919]
- shop-lessons: Προγύμνασις, διδασκαλία καὶ ἐπισκευαὶ ἐντελῶς: [1296, 2203, 1487, 2242]
- subhead: ΚΟΜΙΤΑΤΖΗΔΕΣ ΚΑΤΑ ΣΤΡΑΤΙΩΤΩΝ: [775, 1353, 1001, 1368]
- paragraph: Αἱ ὑπὸ τῶν τελευταίων τούτων ριφθεῖσαι σφαῖραι ἐφόνευσαν τὸ ὑποζύγιον. Εὐθὺς ὡς ἡ Κυβέρνησις ἔλαβε γνῶσιν τῶν διατρεξάντων ἀπέστειλε στρατιωτικὰ ἀποσπάσματα πρὸς καταδίωξιν τῆς συμμορίας.: [771, 1476, 1005, 1593]
- doctor-service-item: 6). Ἀπὸ ΠΑΘΗΣΕΙΣ τῆς ΜΗΤΡΑΣ καὶ τῶν ἐξαρτημάτων αὐτῆς ἤτοι ἐνδομητρίτιδα, μητρίτιδας σαλπιγγίτιδας ὄγκους τῆς μήτρας κ.τ.λ.: [1269, 1873, 1515, 1951]
- paragraph: Μεταξὺ τῆς Πύλης τῆς Καλαμαριᾶς καὶ τῆς ἐκκλησίας Παναγούδας ἀπωλέσθησαν ἐν διαβατήριον καὶ ἓν χαρτοφυλάκιον ὑπ' ἀριθμὸν εἰς τὸ ὄνομα τοῦ κ. Ἰωάννου Σωτήρα καὶ τὰ παρεκκλήματα ἐπ' ἄρχοντα ἱερομονάχου. Ὁ εὑρὼν ταῦτα παρακαλεῖται νὰ τὰ παραδόσῃ εἰς τὴν Ἱερὰν Μητρόπολιν Θεσσαλονίκης καὶ θὰ ἀμειφθῇ.: [1018, 1580, 1255, 1778]
- paragraph: Ἐκ τῶν 36 προσβληθέντων προχθὲς ἐν Μοναστηρίῳ ὑπὸ χολέρας, εἶναι 4 μουσουλμάνοι, 14 βούλγαροι, 16 ἕλληνες, 1 ρουμοῦνος καὶ 1 ἰσραηλίτης.: [525, 1428, 758, 1527]
- paragraph: Ἀλλὰ ἐξαφνα διαδίδεται ὅτι τὸ τραῖνον καθυστερεῖ δύο ὥρας. Ἡ ἀγωνία κορυφοῦται. Πολλοὶ συγκεντρώνονται εἰς τὰ παράθυρα τοῦ σταθμοῦ καὶ οἱ ἐν αὐτῷ ὑπάλληλοι ὑφίστανται μαρτυρικὴν ἀνάκρισιν. Τέλος βεβαιοῦται ὅτι τὸ τραῖνο ἐκινῶν ἐκ τῆς καθάρσεως θὰ φθάσῃ μόνον τὴν 7 καὶ 1|2. Οἱ πλεῖστοι ἀναχωροῦν διὰ νὰ ἐπανέλθουν κατὰ τὴν ὡρισμένην ὥραν, πολλοὶ ὅμως κάθηνται εἰς τὰ καφενεῖα μὲ τὴν ἡρωικὴν ἀπόφασιν νὰ περιμείνουν ἐκεῖ.: [25, 909, 264, 1168]
- notice: Μέχρι τῆς ὥρας καθ' ἣν τὸ φύλλον ἡμῶν τίθεται ὑπὸ τὰ πιεστήρια τὰ ἰδιαίτερα τηλεγραφήματά μας καθυστεροῦσιν ἕνεκα βλάβης τῆς τηλεγραφικῆς γραμμῆς· ὡς μᾶς ἀνεκοινώθη ὑπὸ τοῦ τηλεγραφείου.: [1018, 273, 1515, 328]
- cholera-title: Η ΧΟΛΕΡΑ: [525, 526, 667, 554]
- shop-credit: Πωλήσεις ἐπὶ πιστώσει: [1334, 2170, 1450, 2185]
- paragraph: Ἐπηκολούθησεν ἀγρία συμπλοκὴ καὶ ἔφθασαν εἰς χεῖρας οἱ στρατιῶται μὲ τοὺς λῃστάς, οἵτινες τέλος κατώρθωσαν βοηθούμενοι ὑπὸ τοῦ σκότους καὶ τῆς ἐδαφικῆς ἀνωμαλίας νὰ σωθοῦν διὰ τῆς φυγῆς.: [771, 1095, 1005, 1214]
- atlantis-title: Η "ΑΤΛΑΝΤΙΣ,,: [1065, 1146, 1209, 1171]
- calendar-year: 1911: [112, 143, 177, 171]
- hail-title: ΧΑΛΑΖΑ: [1077, 379, 1196, 405]
- paragraph: Τὴν 7 1|2 ἐνῷ τὸ τραῖνον ἔφθανεν εἰς τὸν σταθμόν, πάντες οἱ συγκεντρωθέντες ὥρμησαν διὰ νὰ εἰσέλθουν εἰς τὸν περίβολον αὐτοῦ.: [25, 1199, 264, 1277]
- paragraph: Τέλος ὁ Ρίχτερ κατέρχεται συνοδευόμενος ὑπὸ τοῦ ἀξιωματικοῦ, μετὰ τοῦ ὁποίου ἀνταλλάσσει μερικὰς λέξεις γερμανιστί, τὸ κ. Σιγγμουν, διευθυντοῦ τοῦ ἐν τῇ πόλει μας Γερμανικοῦ σχολείου, ὅστις μετῆλθε πρὸς προϋπάντησιν του εἰς τὸ Ὄστροβον καὶ ὑπὸ τοῦ διερμηνέως τοῦ Γερμανικοῦ Προξενείου καὶ πολλῶν δημοσιογράφων καὶ φωτογράφων.: [25, 1547, 264, 1745]
- col6-body: [1269, 377, 1515, 2390]
- subhead: Ποῦ ἐπῆγεν ὁ Ρίχτερ ἐνταῦθα: [300, 976, 489, 993]
- paragraph: ἔσπευσαν πλεῖστοι χριστιανοὶ καὶ Μουσουλμάνοι πρὸς κατάσβεσιν τοῦ πυρός. Χαρακτηριστικῶς ἐν τῇ περιστάσει ταύτῃ ἀπέβη ἡ νεοσύστατος ἀγαθοεργὸς πυροσβεστικὴ ὑπηρεσία τῆς Φιλοπτώχου Ἀδελφότητος τῶν νέων ὡς καὶ τῆς Δημαρχίας.: [771, 521, 1005, 679]
- subhead: Ἔγραφε καθ' ὁδὸν: [84, 2112, 205, 2129]
- subhead: Ὁ κ. Ρίχτερ: [107, 1860, 182, 1877]
- telegraph2-c: ΤΗΣ "ΠΡΟΓΚΡΕ ΝΤΕ ΣΑΛΟΝΙΚ,,: [1050, 1968, 1223, 1981]
- divider: [771, 1972, 1005, 1973]
- calendar-box: [25, 94, 264, 303]
- richter-body-col2: [278, 576, 511, 2293]
- paragraph: Ἀνέρχεται εἰς ἅμαξαν ἔχων ἀριστερὰ τοῦ τὸν ἀξιωματικόν, ἐνῷ εἰς δευτέραν ἅμαξαν ἀνέρχεται ὁ κ. Σιγγμουντ μεθ' ἄλλων.: [25, 1750, 264, 1828]
- paragraph: Αἱ ἐκ Μοναστηρίου ἀναχωροῦσαι οἰκογένειαι μετέδωκαν τὴν χολέραν εἰς τὸν Τύρνοβον. Χθὲς ἐγένετο αὐτόθι τὸ πρῶτον θανατηφόρον χολερικὸν κρούσμα.: [525, 1175, 758, 1273]
- shop-store: Τὸ Κατάστημα κεῖται ἐπὶ τῆς πλατείας τῆς «Ἐλευθερίας», οἰκία Ζ. Φρανσές.: [1269, 2263, 1515, 2321]
- owner-name: Κ. ΒΕΛΛΙΔΗΣ: [78, 231, 211, 253]
- divider: [525, 356, 1005, 359]
- masthead-rule: [25, 81, 1517, 89]
- paragraph: Πληροφορούμεθα ὅτι αἱ μεταξὺ τοῦ Ὑπουργείου τῶν Δημοσίων Ἔργων καὶ τῆς Ἑταιρίας τῶν Ἀνατολικῶν σιδηροδρόμων διεξαγόμεναι διαπραγματεύσεις διαφορῶν τῆς κατασκευῆς σιδηροδρομικῆς γραμμῆς ἀπὸ Σκοπίων μέχρι Καλκανδελὲν ἔληξαν. Ἡ ἑταιρία θὰ πρὸ μῆνα ἀντὶ ὅσων προσεσυνέθη εἰς τὴν ἐν σταθμίσει τῶν τοῦ ἐδάφους τῆς χαράξεως ἐπιχείρησιν.: [771, 2018, 1005, 2236]
- richter-body-col1: [25, 576, 264, 2273]
- paragraph: Ὁ περιβόητος Μπερτολόγος, ὁ ἐκ τῶν φυλακῶν τοῦ Γεδῆ Κουλὲ ὡς γνωστόν, δραπετεύσας δὲν ἀνευρέθη εἰσέτι. Αἱ ἀρχαὶ ἐν τούτοις ἐξακολουθοῦν τὰς ἐρεύνας των εἰς τὰ πέριξ τῆς Κασσάνδρας, τοῦ παλαιοῦ κρησφυγέτου τοῦ λῃστοῦ.: [771, 1631, 1005, 1768]
- separator-stars: * * *: [624, 1534, 659, 1550]
- paragraph: Ὁ Ρίχτερ πρὸς πάντας ἀρνεῖται νὰ ὁμιλήσῃ σχετικῶς πρὸς τὴν αἰχμαλωσίαν του καὶ τὰ κατ' αὐτήν. Εἰς τὰς ἀδιακρίτους δημοσιογραφικὰς ἐπιθέσεις ὁ Ρίχτερ ἀντιτάσσει μίαν σιγὴν ἐξ ἐκείνων αἱ ὁποῖαι προκαλοῦν τὴν ἀγανάκτησιν.: [278, 1434, 511, 1572]
- column-rule: [1011, 90, 1012, 2122]
- richter-h5: ΟΛΑΙ ΑΙ ΛΕΠΤΟΜΕΡΕΙΑΙ: [182, 502, 354, 518]
- paragraph: ΑΘΗΝΑΙ 30.— Μεγάλη πυρκαϊὰ κατέστρεψε τὸ Χημεῖον τοῦ Ἐθνικοῦ Πανεπιστημίου. Τρεῖς πυροσβέσται ἐγένοντο θύματα τοῦ καθήκοντός. Αἱ ζημίαι ὑπολογίζονται εἰς 2,000,000.: [1269, 811, 1515, 909]
